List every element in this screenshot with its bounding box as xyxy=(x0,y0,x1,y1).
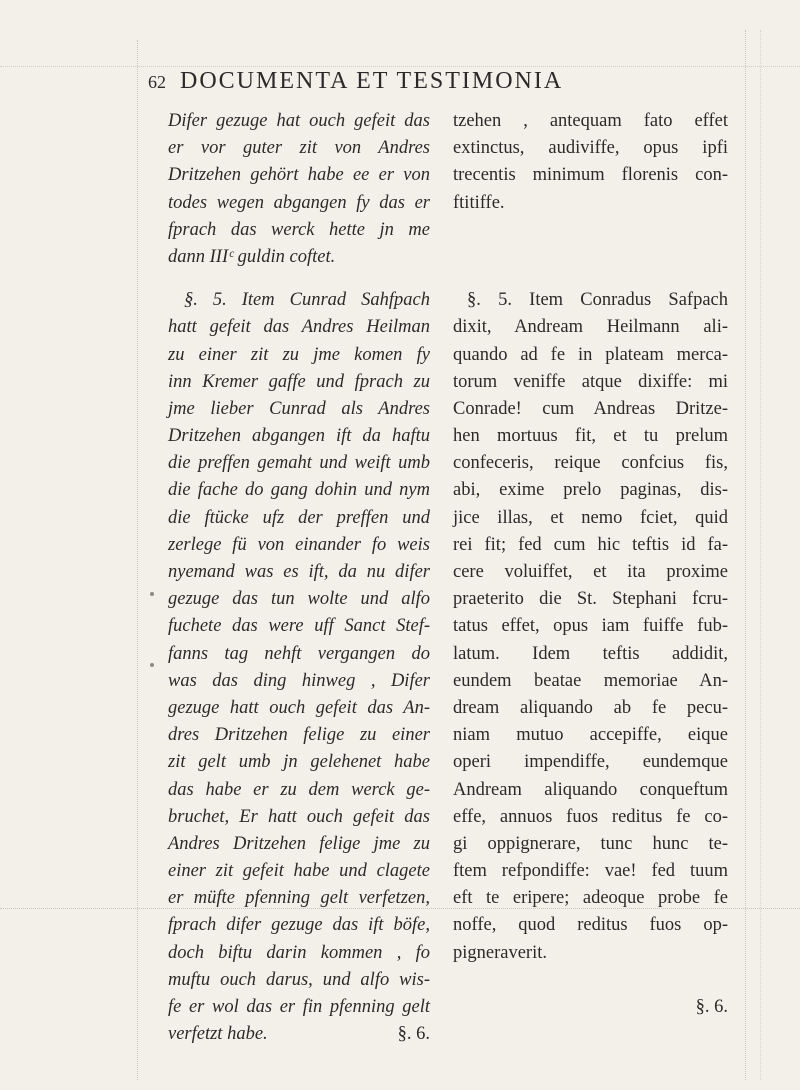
paragraph-gap xyxy=(453,271,728,287)
text-line: tzehen , antequam fato effet xyxy=(453,111,728,131)
text-line: Andres Dritzehen felige jme zu xyxy=(168,833,430,854)
text-line: dres Dritzehen felige zu einer xyxy=(168,725,430,746)
text-line: doch biftu darin kommen , fo xyxy=(168,942,430,963)
running-head xyxy=(148,68,708,95)
german-column xyxy=(168,108,430,1048)
text-line: zu einer zit zu jme komen fy xyxy=(168,344,430,365)
text-line: fanns tag nehft vergangen do xyxy=(168,643,430,664)
text-line: tatus effet, opus iam fuiffe fub- xyxy=(453,616,728,637)
text-line: inn Kremer gaffe und fprach zu xyxy=(168,371,430,392)
text-line: Andream aliquando conqueftum xyxy=(453,779,728,800)
text-line: noffe, quod reditus fuos op- xyxy=(453,915,728,936)
text-line: fprach difer gezuge das ift böfe, xyxy=(168,915,430,936)
text-line: hatt gefeit das Andres Heilman xyxy=(168,317,430,338)
text-line: was das ding hinweg , Difer xyxy=(168,670,430,691)
text-line: operi impendiffe, eundemque xyxy=(453,752,728,773)
text-line: extinctus, audiviffe, opus ipfi xyxy=(453,138,728,159)
page-number: 62 xyxy=(148,72,166,92)
text-line: jme lieber Cunrad als Andres xyxy=(168,398,430,419)
blank-line xyxy=(453,967,728,994)
text-line: eundem beatae memoriae An- xyxy=(453,670,728,691)
text-line: er vor guter zit von Andres xyxy=(168,138,430,159)
text-line: torum veniffe atque dixiffe: mi xyxy=(453,371,728,392)
text-line: confeceris, reique confcius fis, xyxy=(453,453,728,474)
text-line: gezuge das tun wolte und alfo xyxy=(168,589,430,610)
text-line: trecentis minimum florenis con- xyxy=(453,165,728,186)
text-line: die fache do gang dohin und nym xyxy=(168,480,430,501)
text-line: gi oppignerare, tunc hunc te- xyxy=(453,833,728,854)
text-line: Dritzehen gehört habe ee er von xyxy=(168,165,430,186)
margin-mark xyxy=(150,663,154,667)
text-line: fe er wol das er fin pfenning gelt xyxy=(168,997,430,1017)
text-line: Dritzehen abgangen ift da haftu xyxy=(168,426,430,447)
text-line: cere voluiffet, et ita proxime xyxy=(453,562,728,582)
text-line: §. 5. Item Conradus Safpach xyxy=(467,290,728,311)
text-line: dream aliquando ab fe pecu- xyxy=(453,697,728,718)
text-line: latum. Idem teftis addidit, xyxy=(453,643,728,664)
margin-mark xyxy=(150,592,154,596)
text-line: nyemand was es ift, da nu difer xyxy=(168,562,430,582)
page-edge-left xyxy=(137,40,138,1080)
text-line: dixit, Andream Heilmann ali- xyxy=(453,317,728,338)
text-line: quando ad fe in plateam merca- xyxy=(453,344,728,365)
text-line: dann IIIᶜ guldin coftet. xyxy=(168,246,336,267)
text-line: die preffen gemaht und weift umb xyxy=(168,453,430,474)
text-line: pigneraverit. xyxy=(453,942,547,963)
text-line: praeterito die St. Stephani fcru- xyxy=(453,589,728,610)
text-line: §. 5. Item Cunrad Sahfpach xyxy=(184,290,430,311)
text-line: eft te eripere; adeoque probe fe xyxy=(453,888,728,909)
text-line: Conrade! cum Andreas Dritze- xyxy=(453,398,728,419)
text-line: fuchete das were uff Sanct Stef- xyxy=(168,616,430,637)
page-edge-right xyxy=(745,30,746,1080)
text-line: verfetzt habe. xyxy=(168,1024,268,1045)
text-line: einer zit gefeit habe und clagete xyxy=(168,861,430,882)
text-line: zit gelt umb jn gelehenet habe xyxy=(168,752,430,773)
page-edge-right-outer xyxy=(760,30,761,1080)
last-line-row xyxy=(453,994,728,1021)
text-line: rei fit; fed cum hic teftis id fa- xyxy=(453,534,728,555)
text-line: das habe er zu dem werck ge- xyxy=(168,779,430,800)
text-line: hen mortuus fit, et tu prelum xyxy=(453,426,728,447)
text-line: muftu ouch darus, und alfo wis- xyxy=(168,969,430,990)
text-line: die ftücke ufz der preffen und xyxy=(168,507,430,528)
last-line-row xyxy=(168,1021,430,1048)
text-line: abi, exime prelo paginas, dis- xyxy=(453,480,728,501)
text-line: bruchet, Er hatt ouch gefeit das xyxy=(168,806,430,827)
text-line: gezuge hatt ouch gefeit das An- xyxy=(168,697,430,718)
page-title: DOCUMENTA ET TESTIMONIA xyxy=(180,68,564,94)
latin-column xyxy=(453,108,728,1021)
text-line: Difer gezuge hat ouch gefeit das xyxy=(168,111,430,131)
paragraph-gap xyxy=(168,271,430,287)
text-line: jice illas, et nemo fciet, quid xyxy=(453,507,728,528)
blank-line xyxy=(453,217,728,244)
text-line: er müfte pfenning gelt verfetzen, xyxy=(168,888,430,909)
text-line: zerlege fü von einander fo weis xyxy=(168,534,430,555)
text-line: niam mutuo accepiffe, eique xyxy=(453,725,728,746)
text-line: ftitiffe. xyxy=(453,192,505,213)
text-line: ftem refpondiffe: vae! fed tuum xyxy=(453,861,728,882)
blank-line xyxy=(453,244,728,271)
catchword: §. 6. xyxy=(695,997,728,1017)
page-edge-top xyxy=(0,66,800,67)
text-line: todes wegen abgangen fy das er xyxy=(168,192,430,213)
catchword: §. 6. xyxy=(397,1024,430,1045)
text-line: effe, annuos fuos reditus fe co- xyxy=(453,806,728,827)
text-line: fprach das werck hette jn me xyxy=(168,219,430,240)
